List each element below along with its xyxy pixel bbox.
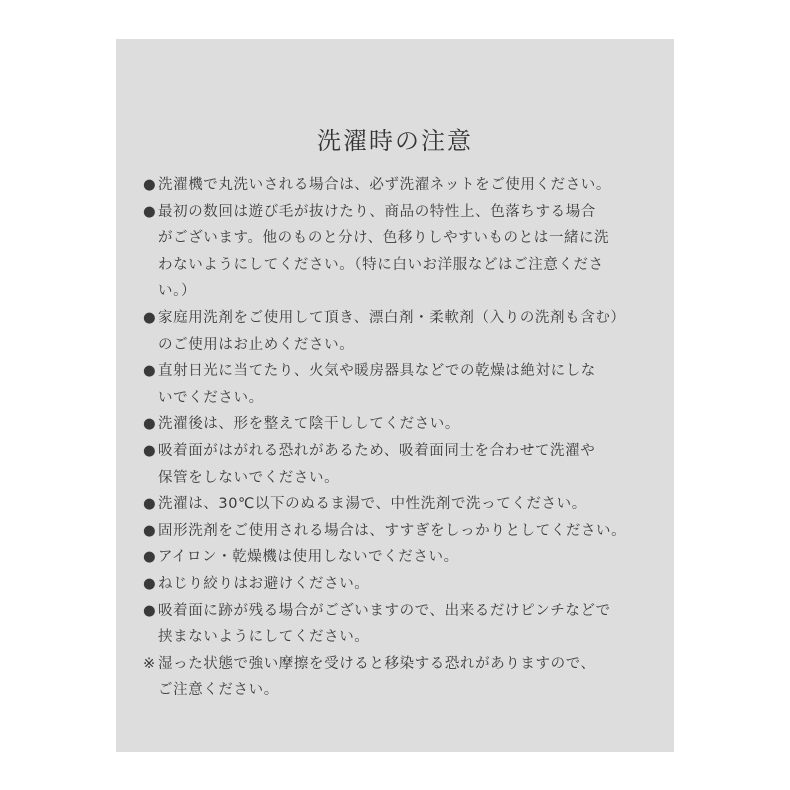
list-item: [143, 358, 663, 411]
list-item: [143, 491, 663, 518]
note-line: いでください。: [158, 389, 264, 406]
list-item: [143, 571, 663, 598]
list-item: [143, 518, 663, 545]
bullet-icon: ●: [143, 416, 157, 433]
list-item: [143, 598, 663, 651]
bullet-icon: ●: [143, 602, 157, 619]
note-line: 吸着面に跡が残る場合がございますので、出来るだけピンチなどで: [158, 602, 611, 619]
page-title: 洗濯時の注意: [317, 127, 473, 155]
reference-mark-icon: ※: [143, 655, 156, 672]
note-line: 家庭用洗剤をご使用して頂き、漂白剤・柔軟剤（入りの洗剤も含む）: [158, 309, 626, 326]
note-line: い。）: [158, 283, 197, 300]
note-line: のご使用はお止めください。: [158, 336, 355, 353]
note-line: アイロン・乾燥機は使用しないでください。: [158, 549, 459, 566]
bullet-icon: ●: [143, 442, 157, 459]
note-line: 吸着面がはがれる恐れがあるため、吸着面同士を合わせて洗濯や: [158, 442, 596, 459]
note-line: わないようにしてください。（特に白いお洋服などはご注意くださ: [158, 256, 604, 273]
list-item: [143, 199, 663, 305]
note-line: ねじり絞りはお避けください。: [158, 575, 370, 592]
note-line: 固形洗剤をご使用される場合は、すすぎをしっかりとしてください。: [158, 522, 627, 539]
list-item: [143, 411, 663, 438]
bullet-icon: ●: [143, 549, 157, 566]
list-item: [143, 438, 663, 491]
note-line: がございます。他のものと分け、色移りしやすいものとは一緒に洗: [158, 230, 610, 247]
footnote-line: ご注意ください。: [158, 682, 279, 699]
note-line: 洗濯機で丸洗いされる場合は、必ず洗濯ネットをご使用ください。: [158, 177, 611, 193]
list-item: [143, 172, 663, 199]
list-item: [143, 544, 663, 571]
note-line: 保管をしないでください。: [158, 469, 340, 486]
note-line: 最初の数回は遊び毛が抜けたり、商品の特性上、色落ちする場合: [158, 203, 596, 220]
note-line: 直射日光に当てたり、火気や暖房器具などでの乾燥は絶対にしな: [158, 363, 596, 380]
bullet-icon: ●: [143, 363, 157, 380]
bullet-icon: ●: [143, 575, 157, 592]
footnote-line: 湿った状態で強い摩擦を受けると移染する恐れがありますので、: [158, 655, 596, 672]
note-line: 洗濯後は、形を整えて陰干ししてください。: [158, 416, 460, 433]
care-notes-list: [143, 172, 663, 704]
bullet-icon: ●: [143, 309, 157, 326]
list-item: [143, 305, 663, 358]
bullet-icon: ●: [143, 177, 157, 193]
footnote: [143, 651, 663, 704]
bullet-icon: ●: [143, 522, 157, 539]
bullet-icon: ●: [143, 203, 157, 220]
bullet-icon: ●: [143, 496, 157, 513]
note-line: 挟まないようにしてください。: [158, 629, 370, 646]
note-line: 洗濯は、30℃以下のぬるま湯で、中性洗剤で洗ってください。: [158, 496, 587, 513]
